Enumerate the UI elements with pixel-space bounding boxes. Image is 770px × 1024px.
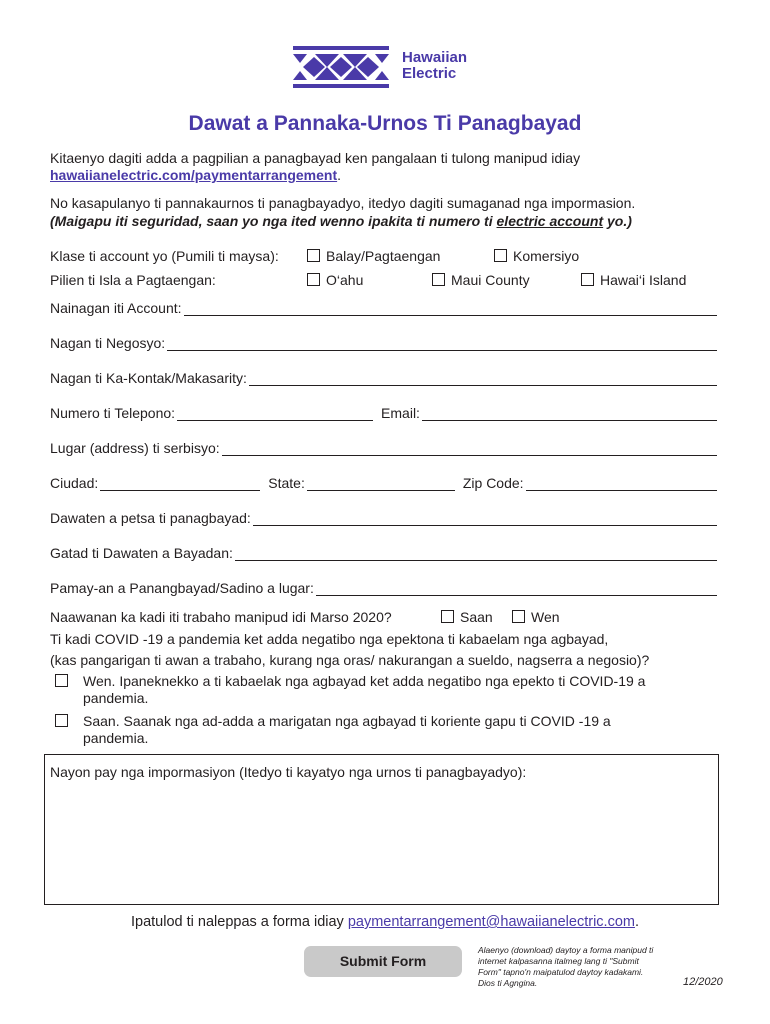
- email-label: Email:: [381, 405, 420, 421]
- address-label: Lugar (address) ti serbisyo:: [50, 440, 220, 456]
- logo-wordmark: [402, 50, 467, 82]
- address-row: [50, 438, 717, 456]
- job-loss-yes-label: Wen: [531, 609, 560, 625]
- maui-label: Maui County: [451, 272, 530, 288]
- contact-name-row: [50, 368, 717, 386]
- contact-name-label: Nagan ti Ka-Kontak/Makasarity:: [50, 370, 247, 386]
- job-loss-yes-checkbox[interactable]: [512, 610, 525, 623]
- oahu-checkbox[interactable]: [307, 273, 320, 286]
- phone-label: Numero ti Telepono:: [50, 405, 176, 421]
- covid-no-line2: pandemia.: [83, 730, 149, 746]
- account-name-label: Nainagan iti Account:: [50, 300, 182, 316]
- security-note-before: (Maigapu iti seguridad, saan yo nga ited wenno ipakita ti numero ti: [50, 213, 497, 229]
- additional-info-label: Nayon pay nga impormasiyon (Itedyo ti kayatyo nga urnos ti panagbayadyo):: [50, 764, 527, 780]
- logo-line1: Hawaiian: [402, 49, 468, 66]
- payment-source-row: [50, 578, 717, 596]
- phone-field[interactable]: [177, 407, 373, 421]
- commercial-label: Komersiyo: [513, 248, 580, 264]
- payment-date-label: Dawaten a petsa ti panagbayad:: [50, 510, 251, 526]
- payment-date-row: [50, 508, 717, 526]
- business-name-field[interactable]: [167, 337, 717, 351]
- contact-name-field[interactable]: [249, 372, 717, 386]
- covid-option-no-text: [83, 713, 611, 747]
- phone-email-row: [50, 403, 717, 421]
- page-title: Dawat a Pannaka-Urnos Ti Panagbayad: [188, 112, 582, 135]
- account-type-residential[interactable]: [307, 248, 440, 265]
- covid-option-yes-checkbox-wrap[interactable]: [55, 673, 74, 690]
- additional-info-box[interactable]: [44, 754, 719, 905]
- security-note-emph: electric account: [496, 213, 604, 229]
- intro-line1: Kitaenyo dagiti adda a pagpilian a panagbayad ken pangalaan ti tulong manipud idiay: [50, 150, 581, 166]
- covid-option-yes-text: [83, 673, 645, 707]
- business-name-label: Nagan ti Negosyo:: [50, 335, 166, 351]
- island-maui[interactable]: [432, 272, 530, 289]
- state-field[interactable]: [307, 477, 455, 491]
- job-loss-question: Naawanan ka kadi iti trabaho manipud idi Marso 2020?: [50, 609, 392, 625]
- amount-label: Gatad ti Dawaten a Bayadan:: [50, 545, 233, 561]
- account-name-row: [50, 298, 717, 316]
- covid-yes-line1: Wen. Ipaneknekko a ti kabaelak nga agbayad ket adda negatibo nga epekto ti COVID-19 a: [83, 673, 646, 689]
- city-label: Ciudad:: [50, 475, 99, 491]
- maui-checkbox[interactable]: [432, 273, 445, 286]
- oahu-label: O‘ahu: [326, 272, 364, 288]
- residential-checkbox[interactable]: [307, 249, 320, 262]
- email-field[interactable]: [422, 407, 717, 421]
- security-note: [50, 213, 632, 230]
- covid-question-line1: Ti kadi COVID -19 a pandemia ket adda negatibo nga epektona ti kabaelam nga agbayad,: [50, 631, 609, 647]
- job-loss-no[interactable]: [441, 609, 493, 626]
- download-note: Alaenyo (download) daytoy a forma manipud ti internet kalpasanna italmeg lang ti "Submit Form" tapno'n maipatulod daytoy kadakami. Dios ti Agngina.: [478, 945, 654, 988]
- zip-field[interactable]: [526, 477, 717, 491]
- submit-email-link[interactable]: paymentarrangement@hawaiianelectric.com: [347, 914, 635, 930]
- covid-no-line1: Saan. Saanak nga ad-adda a marigatan nga agbayad ti koriente gapu ti COVID -19 a: [83, 713, 611, 729]
- account-name-field[interactable]: [184, 302, 717, 316]
- hawaii-label: Hawai‘i Island: [600, 272, 687, 288]
- island-hawaii[interactable]: [581, 272, 686, 289]
- city-state-zip-row: [50, 473, 717, 491]
- submit-text-after: .: [634, 914, 639, 930]
- payment-date-field[interactable]: [253, 512, 717, 526]
- job-loss-yes[interactable]: [512, 609, 560, 626]
- amount-field[interactable]: [235, 547, 717, 561]
- hawaiian-electric-logo-icon: [293, 46, 389, 88]
- covid-yes-line2: pandemia.: [83, 690, 149, 706]
- covid-yes-checkbox[interactable]: [55, 674, 68, 687]
- island-oahu[interactable]: [307, 272, 363, 289]
- city-field[interactable]: [100, 477, 260, 491]
- intro-link-period: .: [337, 167, 341, 183]
- submit-instructions: [0, 914, 770, 930]
- amount-row: [50, 543, 717, 561]
- hawaii-checkbox[interactable]: [581, 273, 594, 286]
- payment-source-label: Pamay-an a Panangbayad/Sadino a lugar:: [50, 580, 314, 596]
- residential-label: Balay/Pagtaengan: [326, 248, 441, 264]
- commercial-checkbox[interactable]: [494, 249, 507, 262]
- covid-question-line2: (kas pangarigan ti awan a trabaho, kurang nga oras/ nakurangan a sueldo, nagserra a negosio)?: [50, 652, 650, 668]
- covid-no-checkbox[interactable]: [55, 714, 68, 727]
- account-type-label: Klase ti account yo (Pumili ti maysa):: [50, 248, 279, 264]
- state-label: State:: [268, 475, 305, 491]
- payment-arrangement-link[interactable]: hawaiianelectric.com/paymentarrangement: [50, 167, 338, 183]
- submit-form-button[interactable]: Submit Form: [304, 946, 462, 977]
- business-name-row: [50, 333, 717, 351]
- logo-line2: Electric: [402, 65, 457, 82]
- zip-label: Zip Code:: [462, 475, 524, 491]
- job-loss-no-label: Saan: [460, 609, 493, 625]
- intro-text: [50, 150, 580, 184]
- form-date: 12/2020: [683, 976, 723, 988]
- job-loss-no-checkbox[interactable]: [441, 610, 454, 623]
- intro-line2: No kasapulanyo ti pannakaurnos ti panagbayadyo, itedyo dagiti sumaganad nga impormasion.: [50, 195, 636, 211]
- account-type-commercial[interactable]: [494, 248, 579, 265]
- covid-option-no-checkbox-wrap[interactable]: [55, 713, 74, 730]
- address-field[interactable]: [222, 442, 717, 456]
- submit-text-before: Ipatulod ti naleppas a forma idiay: [131, 914, 348, 930]
- island-label: Pilien ti Isla a Pagtaengan:: [50, 272, 216, 288]
- payment-source-field[interactable]: [316, 582, 717, 596]
- security-note-after: yo.): [603, 213, 632, 229]
